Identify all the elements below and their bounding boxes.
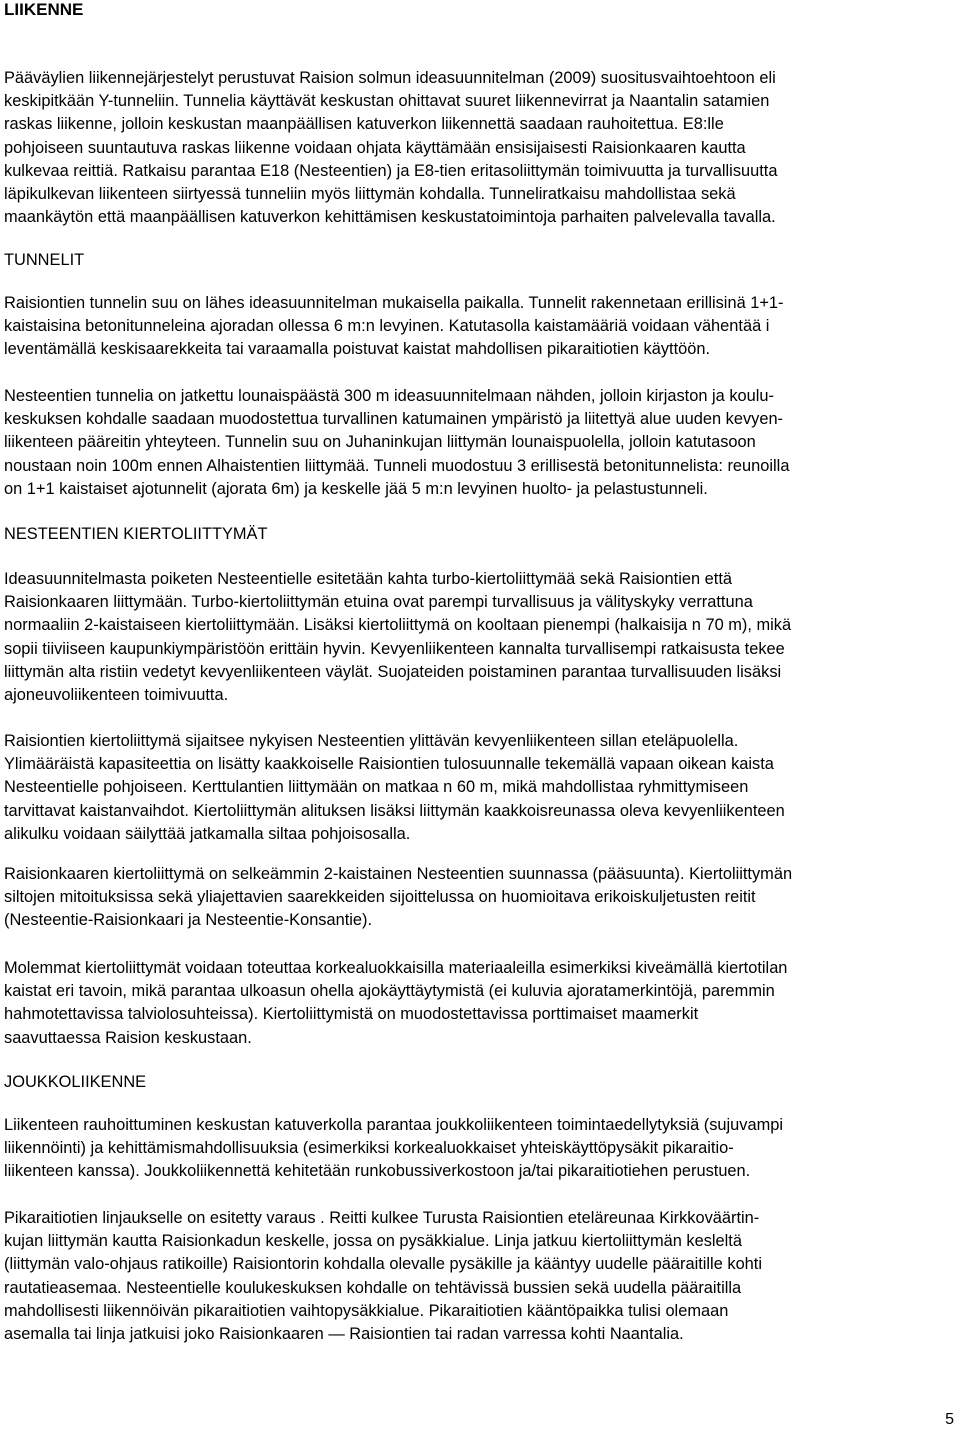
text-line: Raisiontien tunnelin suu on lähes ideasuunnitelman mukaisella paikalla. Tunnelit rakennetaan erillisinä 1+1- [4, 294, 784, 312]
text-line: Nesteentielle pohjoiseen. Kerttulantien liittymään on matkaa n 60 m, mikä mahdollistaa ryhmittymiseen [4, 778, 749, 797]
text-line: Molemmat kiertoliittymät voidaan toteuttaa korkealuokkaisilla materiaaleilla esimerkiksi kiveämällä kiertotilan [4, 959, 788, 977]
text-line: (Nesteentie-Raisionkaari ja Nesteentie-Konsantie). [4, 911, 373, 930]
text-line: kaistaisina betonitunneleina ajoradan ollessa 6 m:n levyinen. Katutasolla kaistamääriä voidaan vähentää i [4, 317, 770, 336]
jouk-paragraph-1 [4, 1114, 954, 1184]
text-line: Nesteentien tunnelia on jatkettu lounaispäästä 300 m ideasuunnitelmaan nähden, jolloin kirjaston ja koulu- [4, 387, 774, 405]
text-line: Liikenteen rauhoittuminen keskustan katuverkolla parantaa joukkoliikenteen toimintaedellytyksiä (sujuvampi [4, 1116, 783, 1134]
intro-paragraph [4, 67, 954, 229]
text-line: siltojen mitoituksissa sekä yliajettavien saarekkeiden sijoittelussa on huomioitava erikoiskuljetusten reitit [4, 888, 756, 907]
text-line: Raisiontien kiertoliittymä sijaitsee nykyisen Nesteentien ylittävän kevyenliikenteen sillan eteläpuolella. [4, 732, 739, 750]
text-line: liikenteen kanssa). Joukkoliikennettä kehitetään runkobussiverkostoon ja/tai pikaraitiotiehen perustuen. [4, 1162, 751, 1181]
text-line: Ideasuunnitelmasta poiketen Nesteentielle esitetään kahta turbo-kiertoliittymää sekä Raisiontien että [4, 570, 732, 588]
kierto-paragraph-2 [4, 730, 954, 846]
text-line: tarvittavat kaistanvaihdot. Kiertoliittymän alituksen lisäksi liittymän kaakkoisreunassa oleva kevyenliikenteen [4, 801, 785, 820]
text-line: sopii tiiviiseen kaupunkiympäristöön erittäin hyvin. Kevyenliikenteen kannalta turvallisempi ratkaisusta tekee [4, 639, 785, 658]
text-line: kulkevaa reittiä. Ratkaisu parantaa E18 (Nesteentien) ja E8-tien eritasoliittymän toimivuutta ja turvallisuutta [4, 161, 778, 180]
text-line: kujan liittymän kautta Raisionkadun keskelle, jossa on pysäkkialue. Linja jatkuu kiertoliittymän kesleltä [4, 1232, 742, 1251]
text-line: keskuksen kohdalle saadaan muodostettua turvallinen katumainen ympäristö ja liitettyä alue uuden kevyen- [4, 410, 784, 429]
kierto-paragraph-1 [4, 568, 954, 707]
text-line: keskipitkään Y-tunneliin. Tunnelia käyttävät keskustan ohittavat suuret liikennevirrat ja Naantalin satamien [4, 92, 770, 111]
text-line: alikulku voidaan säilyttää jatkamalla siltaa pohjoisosalla. [4, 824, 411, 843]
text-line: ajoneuvoliikenteen toimivuutta. [4, 686, 229, 705]
text-line: normaaliin 2-kaistaiseen kiertoliittymään. Lisäksi kiertoliittymä on kooltaan pienempi (halkaisija n 70 m), mikä [4, 616, 792, 635]
text-line: Raisionkaaren liittymään. Turbo-kiertoliittymän etuina ovat parempi turvallisuus ja välityskyky verrattuna [4, 593, 753, 612]
page-title: LIIKENNE [4, 0, 84, 19]
text-line: kaistat eri tavoin, mikä parantaa ulkoasun ohella ajokäyttäytymistä (ei kuluvia ajoratamerkintöjä, paremmin [4, 982, 775, 1001]
text-line: liittymän alta ristiin vedetyt kevyenliikenteen väylät. Suojateiden poistaminen parantaa turvallisuuden lisäksi [4, 662, 782, 681]
text-line: raskas liikenne, jolloin keskustan maanpäällisen katuverkon liikennettä saadaan rauhoitettua. E8:lle [4, 115, 724, 134]
text-line: mahdollisesti liikennöivän pikaraitiotien vaihtopysäkkialue. Pikaraitiotien kääntöpaikka tulisi olemaan [4, 1301, 729, 1320]
text-line: Pääväylien liikennejärjestelyt perustuvat Raision solmun ideasuunnitelman (2009) suositusvaihtoehtoon eli [4, 69, 776, 87]
text-line: läpikulkevan liikenteen siirtyessä tunneliin myös liittymän kohdalla. Tunneliratkaisu mahdollistaa sekä [4, 185, 736, 204]
text-line: (liittymän valo-ohjaus ratikoille) Raisiontorin kohdalla olevalle pysäkille ja kääntyy uudelle pääraitille kohti [4, 1255, 762, 1274]
page-number: 5 [945, 1411, 954, 1428]
text-line: liikenteen pääreitin yhteyteen. Tunnelin suu on Juhaninkujan liittymän lounaispuolella, jolloin katutasoon [4, 433, 756, 452]
kierto-paragraph-4 [4, 957, 954, 1050]
section-heading-joukkoliikenne: JOUKKOLIIKENNE [4, 1073, 147, 1091]
text-line: Ylimääräistä kapasiteettia on lisätty kaakkoiselle Raisiontien tulosuunnalle tekemällä vapaan oikean kaista [4, 755, 774, 774]
tunnelit-paragraph-1 [4, 292, 954, 362]
kierto-paragraph-3 [4, 863, 954, 933]
text-line: liikennöinti) ja kehittämismahdollisuuksia (esimerkiksi korkealuokkaiset yhteiskäyttöpysäkit pikaraitio- [4, 1139, 734, 1158]
section-heading-kiertoliittymat: NESTEENTIEN KIERTOLIITTYMÄT [4, 525, 268, 543]
text-line: Raisionkaaren kiertoliittymä on selkeämmin 2-kaistainen Nesteentien suunnassa (pääsuunta). Kiertoliittymän [4, 865, 793, 883]
text-line: rautatieasemaa. Nesteentielle koulukeskuksen kohdalle on tehtävissä bussien sekä uudella pääraitilla [4, 1278, 742, 1297]
text-line: on 1+1 kaistaiset ajotunnelit (ajorata 6m) ja keskelle jää 5 m:n levyinen huolto- ja pelastustunneli. [4, 479, 708, 498]
text-line: Pikaraitiotien linjaukselle on esitetty varaus . Reitti kulkee Turusta Raisiontien eteläreunaa Kirkkoväärtin- [4, 1209, 760, 1227]
text-line: hahmotettavissa talviolosuhteissa). Kiertoliittymistä on muodostettavissa porttimaiset maamerkit [4, 1005, 699, 1024]
text-line: asemalla tai linja jatkuisi joko Raisionkaaren — Raisiontien tai radan varressa kohti Naantalia. [4, 1325, 684, 1344]
text-line: maankäytön että maanpäällisen katuverkon kehittämisen keskustatoimintoja parhaiten palvelevalla tavalla. [4, 208, 776, 227]
text-line: saavuttaessa Raision keskustaan. [4, 1028, 252, 1047]
section-heading-tunnelit: TUNNELIT [4, 251, 85, 269]
jouk-paragraph-2 [4, 1207, 954, 1346]
text-line: pohjoiseen suuntautuva raskas liikenne voidaan ohjata käyttämään ensisijaisesti Raisionkaaren kautta [4, 138, 746, 157]
text-line: leventämällä keskisaarekkeita tai varaamalla poistuvat kaistat mahdollisen pikaraitiotien käyttöön. [4, 340, 711, 359]
text-line: noustaan noin 100m ennen Alhaistentien liittymää. Tunneli muodostuu 3 erillisestä betonitunnelista: reunoilla [4, 456, 790, 475]
tunnelit-paragraph-2 [4, 385, 954, 501]
